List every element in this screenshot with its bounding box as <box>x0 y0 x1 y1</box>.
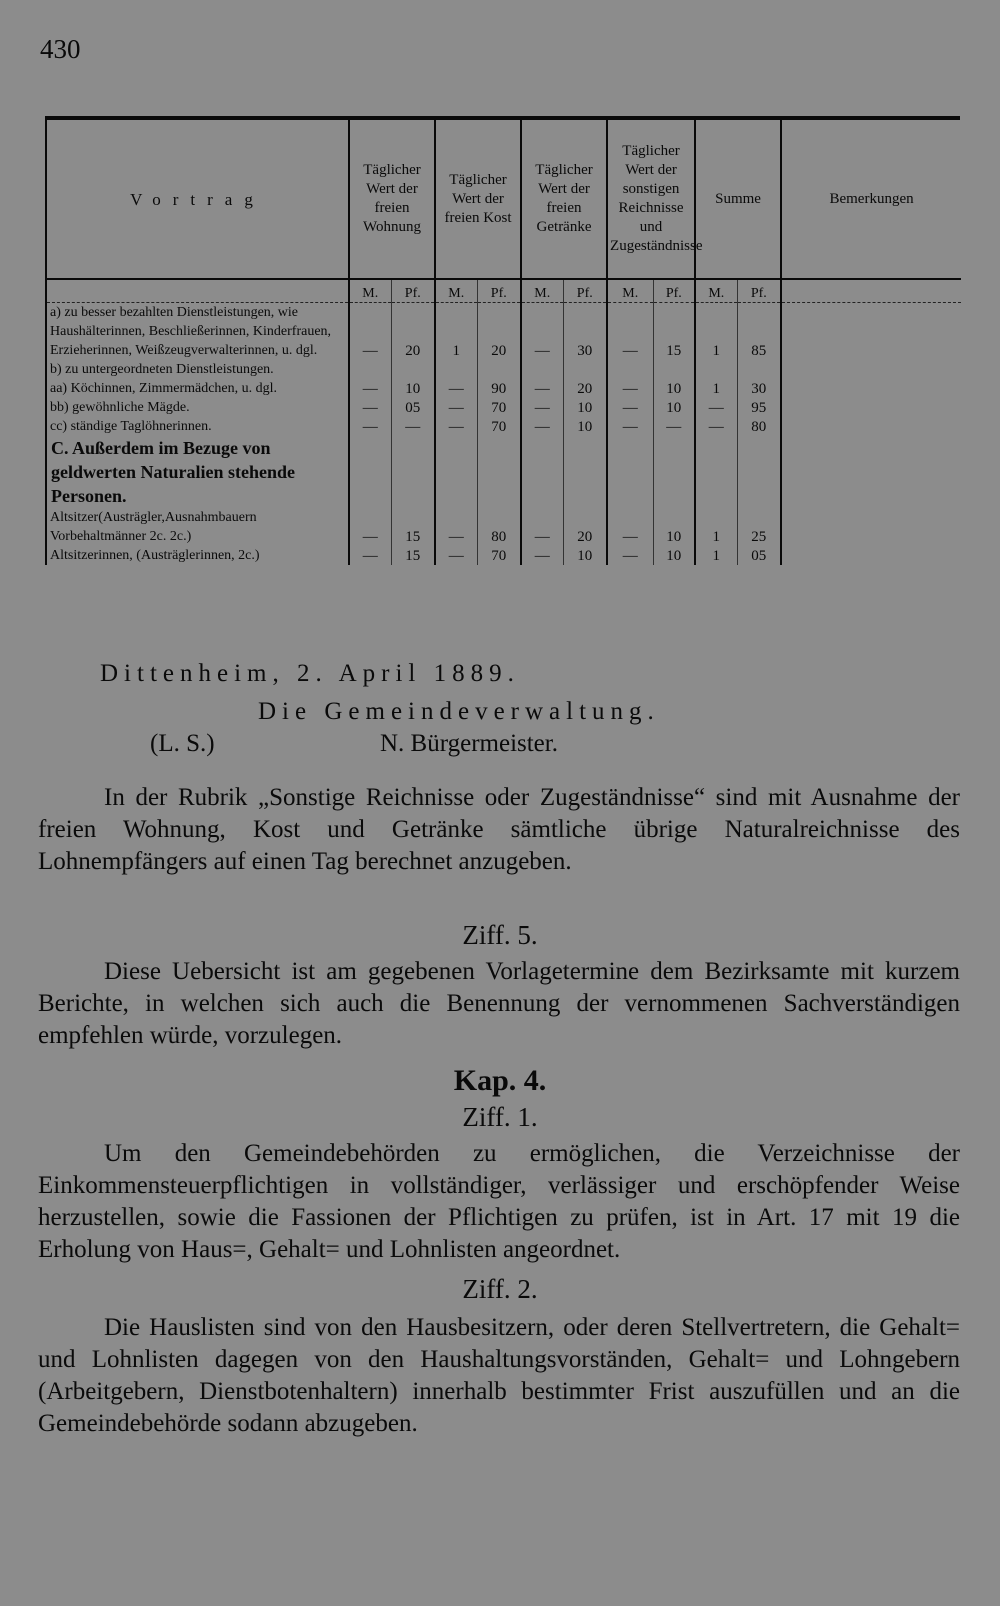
row-label: b) zu untergeordneten Dienstleistungen. <box>46 360 349 379</box>
cell-pfennig <box>737 360 781 379</box>
seal: (L. S.) <box>150 730 215 757</box>
cell-pfennig: 70 <box>477 398 521 417</box>
cell-bemerkungen <box>781 379 961 398</box>
cell-pfennig: 15 <box>391 508 435 546</box>
cell-mark <box>607 360 653 379</box>
heading-ziff-5: Ziff. 5. <box>462 920 538 950</box>
unit-pfennig: Pf. <box>653 279 695 303</box>
unit-mark: M. <box>349 279 391 303</box>
cell-pfennig: 05 <box>737 546 781 565</box>
table-row <box>46 360 961 379</box>
place-date: Dittenheim, 2. April 1889. <box>100 660 520 687</box>
cell-pfennig: 15 <box>391 546 435 565</box>
cell-pfennig: 95 <box>737 398 781 417</box>
cell-mark <box>435 360 477 379</box>
cell-mark: — <box>435 546 477 565</box>
cell-mark: — <box>435 379 477 398</box>
header-bemerkungen: Bemerkungen <box>781 120 961 279</box>
row-label: aa) Köchinnen, Zimmermädchen, u. dgl. <box>46 379 349 398</box>
cell-mark: — <box>695 398 737 417</box>
cell-mark: 1 <box>435 303 477 361</box>
cell-pfennig <box>477 360 521 379</box>
cell-mark: — <box>521 398 563 417</box>
table-row <box>46 436 961 508</box>
unit-pfennig: Pf. <box>391 279 435 303</box>
cell-pfennig: 10 <box>563 398 607 417</box>
cell-mark <box>349 360 391 379</box>
cell-mark: — <box>521 417 563 436</box>
cell-mark: — <box>521 303 563 361</box>
cell-pfennig <box>563 360 607 379</box>
table-row <box>46 398 961 417</box>
cell-mark: — <box>607 508 653 546</box>
cell-mark: — <box>521 508 563 546</box>
unit-pfennig: Pf. <box>477 279 521 303</box>
cell-mark: — <box>435 417 477 436</box>
cell-mark: — <box>695 417 737 436</box>
cell-pfennig: 80 <box>737 417 781 436</box>
table-row <box>46 303 961 361</box>
cell-mark: — <box>349 379 391 398</box>
cell-mark: — <box>349 398 391 417</box>
paragraph-hauslisten: Die Hauslisten sind von den Hausbesitzern, oder deren Stellvertretern, die Gehalt= und Lohnlisten dagegen von den Haushaltungsvorständen, Gehalt= und Lohngebern (Arbeitgebern, Dienstbotenhaltern) innerhalb bestimmter Frist auszufüllen und an die Gemeindebehörde sodann abzugeben. <box>38 1314 960 1437</box>
header-summe: Summe <box>695 120 781 279</box>
cell-mark: — <box>349 417 391 436</box>
cell-mark: 1 <box>695 508 737 546</box>
row-label: a) zu besser bezahlten Dienstleistungen, wie Haushälterinnen, Beschließerinnen, Kinderfrauen, Erzieherinnen, Weißzeugverwalterinnen, u. dgl. <box>46 303 349 361</box>
table-row <box>46 508 961 546</box>
unit-mark: M. <box>521 279 563 303</box>
cell-pfennig: 20 <box>563 379 607 398</box>
cell-bemerkungen <box>781 360 961 379</box>
cell-pfennig: 20 <box>391 303 435 361</box>
cell-mark: 1 <box>695 303 737 361</box>
cell-mark: — <box>349 303 391 361</box>
authority: Die Gemeindeverwaltung. <box>258 698 660 725</box>
unit-pfennig: Pf. <box>737 279 781 303</box>
cell-pfennig: 10 <box>653 508 695 546</box>
cell-mark <box>695 360 737 379</box>
cell-pfennig: 10 <box>563 546 607 565</box>
table-row <box>46 546 961 565</box>
cell-pfennig <box>477 436 521 508</box>
cell-pfennig: 05 <box>391 398 435 417</box>
header-vortrag: Vortrag <box>46 120 349 279</box>
paragraph-uebersicht: Diese Uebersicht ist am gegebenen Vorlagetermine dem Bezirksamte mit kurzem Berichte, in welchen sich auch die Benennung der vernommenen Sachverständigen empfehlen würde, vorzulegen. <box>38 958 960 1049</box>
cell-mark: — <box>607 379 653 398</box>
cell-pfennig <box>653 360 695 379</box>
header-reichnisse: Täglicher Wert der sonstigen Reichnisse und Zugeständnisse <box>607 120 695 279</box>
cell-mark: — <box>349 546 391 565</box>
cell-mark: — <box>521 546 563 565</box>
paragraph-rubrik: In der Rubrik „Sonstige Reichnisse oder Zugeständnisse“ sind mit Ausnahme der freien Wohnung, Kost und Getränke sämtliche übrige Naturalreichnisse des Lohnempfängers auf einen Tag berechnet anzugeben. <box>38 784 960 875</box>
cell-pfennig <box>563 436 607 508</box>
cell-pfennig: 10 <box>563 417 607 436</box>
cell-mark: — <box>607 303 653 361</box>
header-getraenke: Täglicher Wert der freien Getränke <box>521 120 607 279</box>
cell-pfennig: 30 <box>737 379 781 398</box>
cell-pfennig: 10 <box>653 398 695 417</box>
unit-mark: M. <box>607 279 653 303</box>
cell-pfennig: 80 <box>477 508 521 546</box>
heading-ziff-1: Ziff. 1. <box>462 1102 538 1132</box>
cell-mark: — <box>607 546 653 565</box>
cell-pfennig: 15 <box>653 303 695 361</box>
cell-bemerkungen <box>781 508 961 546</box>
cell-mark <box>521 360 563 379</box>
cell-mark: — <box>349 508 391 546</box>
signer: N. Bürgermeister. <box>380 730 558 757</box>
cell-pfennig: 30 <box>563 303 607 361</box>
unit-mark: M. <box>695 279 737 303</box>
row-label: cc) ständige Taglöhnerinnen. <box>46 417 349 436</box>
row-label: bb) gewöhnliche Mägde. <box>46 398 349 417</box>
cell-bemerkungen <box>781 398 961 417</box>
cell-pfennig: — <box>391 417 435 436</box>
cell-mark: — <box>607 417 653 436</box>
cell-mark: — <box>607 398 653 417</box>
cell-pfennig <box>391 360 435 379</box>
cell-pfennig: 20 <box>563 508 607 546</box>
cell-pfennig: 70 <box>477 546 521 565</box>
cell-pfennig <box>653 436 695 508</box>
cell-pfennig <box>391 436 435 508</box>
cell-pfennig: 10 <box>391 379 435 398</box>
cell-mark <box>435 436 477 508</box>
table-row <box>46 417 961 436</box>
cell-pfennig: — <box>653 417 695 436</box>
cell-mark <box>607 436 653 508</box>
cell-mark <box>349 436 391 508</box>
row-label: C. Außerdem im Bezuge von geldwerten Naturalien stehende Personen. <box>46 436 349 508</box>
cell-pfennig: 70 <box>477 417 521 436</box>
cell-mark: 1 <box>695 546 737 565</box>
cell-bemerkungen <box>781 303 961 361</box>
cell-pfennig: 90 <box>477 379 521 398</box>
cell-pfennig: 85 <box>737 303 781 361</box>
table-row <box>46 379 961 398</box>
cell-mark: — <box>435 508 477 546</box>
cell-mark <box>521 436 563 508</box>
cell-mark: — <box>521 379 563 398</box>
cell-mark: — <box>435 398 477 417</box>
header-kost: Täglicher Wert der freien Kost <box>435 120 521 279</box>
paragraph-gemeindebehoerden: Um den Gemeindebehörden zu ermöglichen, die Verzeichnisse der Einkommensteuerpflichtigen in vollständiger, verlässiger und erschöpfender Weise herzustellen, sowie die Fassionen der Pflichtigen zu prüfen, ist in Art. 17 mit 19 die Erholung von Haus=, Gehalt= und Lohnlisten angeordnet. <box>38 1140 960 1263</box>
row-label: Altsitzer(Austrägler,Ausnahmbauern Vorbehaltmänner 2c. 2c.) <box>46 508 349 546</box>
heading-ziff-2: Ziff. 2. <box>462 1274 538 1304</box>
cell-mark <box>695 436 737 508</box>
cell-pfennig <box>737 436 781 508</box>
cell-bemerkungen <box>781 417 961 436</box>
unit-pfennig: Pf. <box>563 279 607 303</box>
unit-mark: M. <box>435 279 477 303</box>
page-number: 430 <box>40 34 81 64</box>
cell-bemerkungen <box>781 436 961 508</box>
wage-value-table <box>45 116 960 565</box>
cell-pfennig: 20 <box>477 303 521 361</box>
cell-pfennig: 10 <box>653 546 695 565</box>
header-wohnung: Täglicher Wert der freien Wohnung <box>349 120 435 279</box>
units-row <box>46 279 961 303</box>
cell-pfennig: 25 <box>737 508 781 546</box>
row-label: Altsitzerinnen, (Austräglerinnen, 2c.) <box>46 546 349 565</box>
heading-kap-4: Kap. 4. <box>453 1064 547 1097</box>
cell-pfennig: 10 <box>653 379 695 398</box>
cell-mark: 1 <box>695 379 737 398</box>
cell-bemerkungen <box>781 546 961 565</box>
